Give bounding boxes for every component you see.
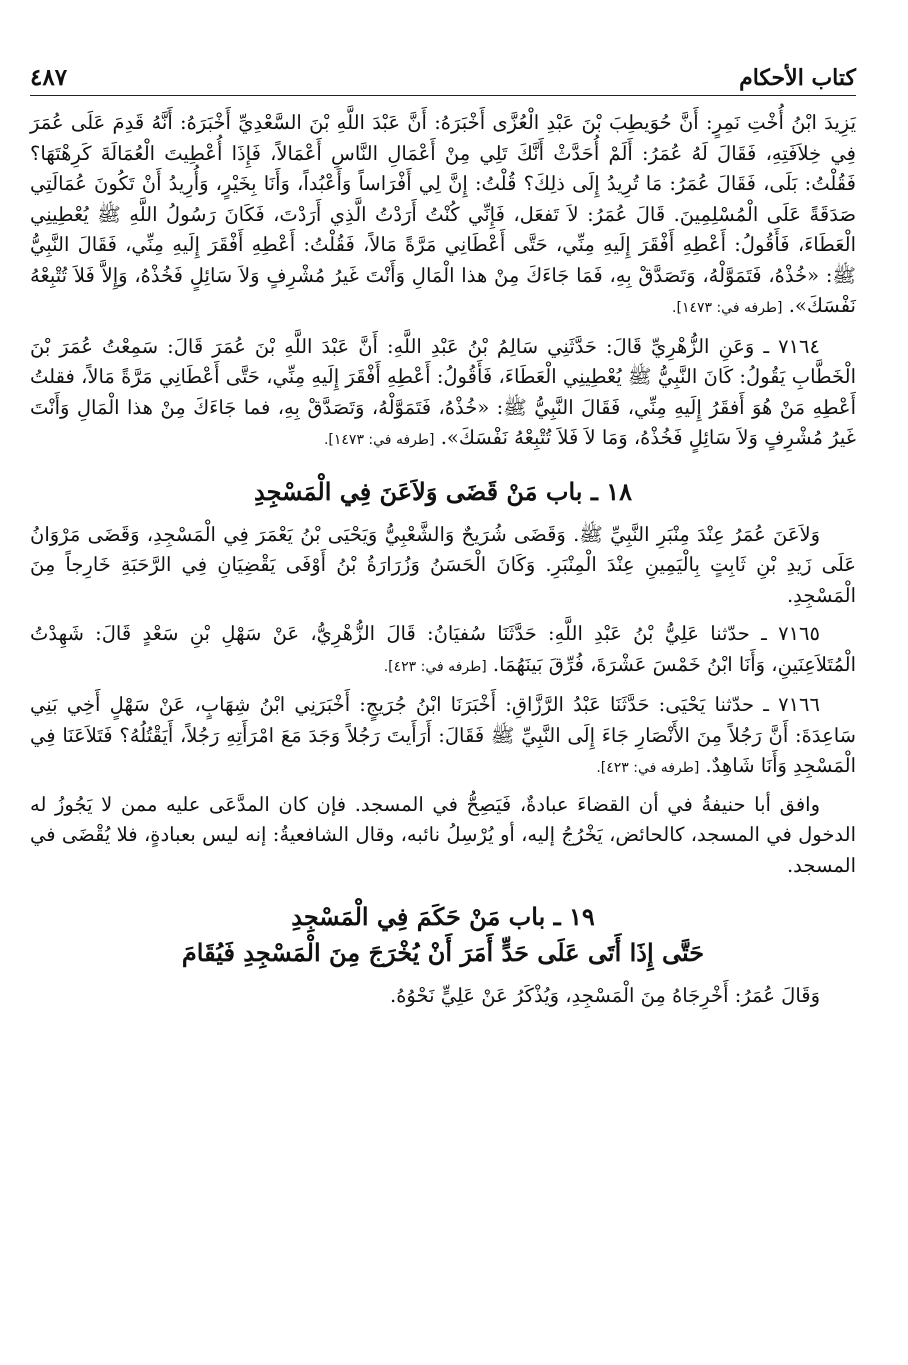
paragraph-text: ٧١٦٤ ـ وَعَنِ الزُّهْرِيِّ قَالَ: حَدَّثَنِي سَالِمُ بْنُ عَبْدِ اللَّهِ: أَنَّ عَبْدَ اللَّهِ بْنَ عُمَرَ قَالَ: سَمِعْتُ عُمَرَ بْنَ الْخَطَّابِ يَقُولُ: كَانَ النَّبِيُّ ﷺ يُعْطِينِي الْعَطَاءَ، فَأَقُولُ: أَعْطِهِ أَفْقَرَ إِلَيهِ مِنِّي، حَتَّى أَعْطَانِي مَرَّةً مَالاً، فقلتُ أَعْطِهِ مَنْ هُوَ أَفقَرُ إِلَيهِ مِنِّي، فَقَالَ النَّبِيُّ ﷺ: «خُذْهُ، فَتَمَوَّلْهُ، وَتَصَدَّقْ بِهِ، فما جَاءَكَ مِنْ هذا الْمَالِ وَأَنْتَ غَيرُ مُشْرِفٍ وَلاَ سَائِلٍ فَخُذْهُ، وَمَا لاَ فَلاَ تُتْبِعْهُ نَفْسَكَ». <box>30 334 856 449</box>
chapter-subtitle: حَتَّى إِذَا أَتَى عَلَى حَدٍّ أَمَرَ أَنْ يُخْرَجَ مِنَ الْمَسْجِدِ فَيُقَامَ <box>181 938 705 967</box>
hadith-7166-paragraph <box>30 690 856 784</box>
book-title: كتاب الأحكام <box>739 65 856 91</box>
chapter-19-heading <box>30 899 856 971</box>
running-header <box>30 55 856 96</box>
paragraph-text: ٧١٦٦ ـ حدّثنا يَحْيَى: حَدَّثَنَا عَبْدُ الرَّزَّاقِ: أَخْبَرَنَا ابْنُ جُرَيجٍ: أَخْبَرَنِي ابْنُ شِهَابٍ، عَنْ سَهْلٍ أَخِي بَنِي سَاعِدَةَ: أَنَّ رَجُلاً مِنَ الأَنْصَارِ جَاءَ إِلَى النَّبِيِّ ﷺ فَقَالَ: أَرَأَيتَ رَجُلاً وَجَدَ مَعَ امْرَأَتِهِ رَجُلاً، أَيَقْتُلُهُ؟ فَتَلاَعَنَا فِي الْمَسْجِدِ وَأَنَا شَاهِدٌ. <box>30 693 856 777</box>
chapter-title: ١٩ ـ باب مَنْ حَكَمَ فِي الْمَسْجِدِ <box>291 902 595 931</box>
hadith-7165-paragraph <box>30 619 856 682</box>
cross-reference: [طرفه في: ١٤٧٣]. <box>672 300 783 316</box>
chapter-18-intro-paragraph <box>30 520 856 612</box>
page-content <box>30 108 856 1012</box>
paragraph-text: ٧١٦٥ ـ حدّثنا عَلِيُّ بْنُ عَبْدِ اللَّهِ: حَدَّثَنَا سُفيَانُ: قَالَ الزُّهْرِيُّ، عَنْ سَهْلِ بْنِ سَعْدٍ قَالَ: شَهِدْتُ الْمُتَلاَعِنَينِ، وَأَنَا ابْنُ خَمْسَ عَشْرَةَ، فُرِّقَ بَينَهُمَا. <box>30 622 856 676</box>
paragraph-text: وافق أبا حنيفةُ في أن القضاءَ عبادةٌ، فَيَصِحُّ في المسجد. فإن كان المدَّعَى عليه ممن لا يَجُوزُ له الدخول في المسجد، كالحائض، يَخْرُجُ إليه، أو يُرْسِلُ نائبه، وقال الشافعيةُ: إنه ليس بعبادةٍ، فلا يُقْضَى في المسجد. <box>30 792 856 877</box>
hadith-7164-paragraph <box>30 332 856 456</box>
paragraph-text: وَقَالَ عُمَرُ: أَخْرِجَاهُ مِنَ الْمَسْجِدِ، وَيُذْكَرُ عَنْ عَلِيٍّ نَحْوُهُ. <box>390 984 820 1007</box>
cross-reference: [طرفه في: ٤٢٣]. <box>596 760 700 776</box>
page-number: ٤٨٧ <box>30 64 68 91</box>
chapter-19-intro-paragraph <box>30 981 856 1012</box>
cross-reference: [طرفه في: ٤٢٣]. <box>383 658 487 675</box>
chapter-title: ١٨ ـ باب مَنْ قَضَى وَلاَعَنَ فِي الْمَسْجِدِ <box>254 476 632 506</box>
cross-reference: [طرفه في: ١٤٧٣]. <box>323 432 435 448</box>
chapter-18-heading <box>30 474 856 510</box>
hadith-continuation-paragraph <box>30 108 856 324</box>
paragraph-text: وَلاَعَنَ عُمَرُ عِنْدَ مِنْبَرِ النَّبِيِّ ﷺ. وَقَضَى شُرَيحٌ وَالشَّعْبِيُّ وَيَحْيَى بْنُ يَعْمَرَ فِي الْمَسْجِدِ، وَقَضَى مَرْوَانُ عَلَى زَيدِ بْنِ ثَابِتٍ بِالْيَمِينِ عِنْدَ الْمِنْبَرِ. وَكَانَ الْحَسَنُ وَزُرَارَةُ بْنُ أَوْفَى يَقْضِيَانِ فِي الرَّحَبَةِ خَارِجاً مِنَ الْمَسْجِدِ. <box>30 522 856 607</box>
commentary-paragraph <box>30 790 856 882</box>
paragraph-text: يَزِيدَ ابْنُ أُخْتِ نَمِرٍ: أَنَّ حُوَيطِبَ بْنَ عَبْدِ الْعُزَّى أَخْبَرَهُ: أَنَّ عَبْدَ اللَّهِ بْنَ السَّعْدِيِّ أَخْبَرَهُ: أَنَّهُ قَدِمَ عَلَى عُمَرَ فِي خِلاَفَتِهِ، فَقَالَ لَهُ عُمَرُ: أَلَمْ أُحَدَّثْ أَنَّكَ تَلِي مِنْ أَعْمَالِ النَّاسِ أَعْمَالاً، فَإِذَا أُعْطِيتَ الْعُمَالَةَ كَرِهْتَهَا؟ فَقُلْتُ: بَلَى، فَقَالَ عُمَرُ: مَا تُرِيدُ إِلَى ذلِكَ؟ قُلْتُ: إِنَّ لِي أَفْرَاساً وَأَعْبُداً، وَأَنَا بِخَيْرٍ، وَأُرِيدُ أَنْ تَكُونَ عُمَالَتِي صَدَقَةً عَلَى الْمُسْلِمِينَ. قَالَ عُمَرُ: لاَ تَفعَل، فَإِنِّي كُنْتُ أَرَدْتُ الَّذِي أَرَدْتَ، فَكَانَ رَسُولُ اللَّهِ ﷺ يُعْطِينِي الْعَطَاءَ، فَأَقُولُ: أَعْطِهِ أَفْقَرَ إِلَيهِ مِنِّي، حَتَّى أَعْطَانِي مَرَّةً مَالاً، فَقُلْتُ: أَعْطِهِ أَفْقَرَ إِلَيهِ مِنِّي، فَقَالَ النَّبِيُّ ﷺ: «خُذْهُ، فَتَمَوَّلْهُ، وَتَصَدَّقْ بِهِ، فَمَا جَاءَكَ مِنْ هذا الْمَالِ وَأَنْتَ غَيرُ مُشْرِفٍ وَلاَ سَائِلٍ فَخُذْهُ، وَإِلاَّ فَلاَ تُتْبِعْهُ نَفْسَكَ». <box>30 111 856 317</box>
